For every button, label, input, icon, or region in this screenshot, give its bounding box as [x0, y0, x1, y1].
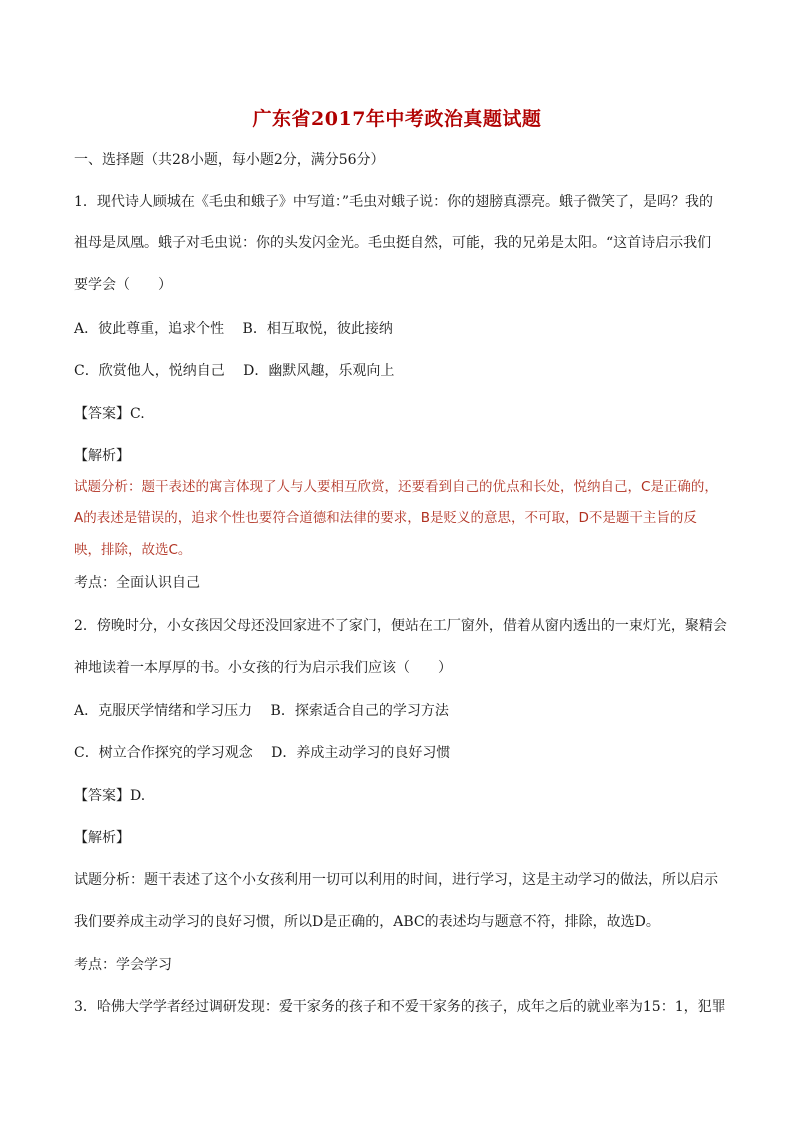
q1-analysis-heading: 【解析】 — [74, 448, 130, 464]
q2-options-cd: C．树立合作探究的学习观念 D．养成主动学习的良好习惯 — [74, 745, 451, 761]
q2-analysis-heading: 【解析】 — [74, 830, 130, 846]
q2-analysis-line-1: 试题分析：题干表述了这个小女孩利用一切可以利用的时间，进行学习，这是主动学习的做法，所以启示 — [74, 872, 718, 888]
q2-stem-line-2: 神地读着一本厚厚的书。小女孩的行为启示我们应该（ ） — [74, 660, 452, 676]
q2-kaodian: 考点：学会学习 — [74, 957, 172, 973]
page-title: 广东省2017年中考政治真题试题 — [252, 108, 542, 130]
q3-stem-line-1: 3．哈佛大学学者经过调研发现：爱干家务的孩子和不爱干家务的孩子，成年之后的就业率为15：1，犯罪 — [74, 999, 726, 1015]
q1-analysis-line-3: 映，排除，故选C。 — [74, 542, 192, 558]
q1-answer: 【答案】C. — [74, 406, 145, 422]
q1-analysis-line-2: A的表述是错误的，追求个性也要符合道德和法律的要求，B是贬义的意思，不可取，D不是题干主旨的反 — [74, 510, 697, 526]
q1-options-ab: A．彼此尊重，追求个性 B．相互取悦，彼此接纳 — [74, 321, 393, 337]
q1-stem-line-2: 祖母是凤凰。蛾子对毛虫说：你的头发闪金光。毛虫挺自然，可能，我的兄弟是太阳。“这首诗启示我们 — [74, 235, 712, 251]
q2-answer: 【答案】D. — [74, 788, 146, 804]
q1-options-cd: C．欣赏他人，悦纳自己 D．幽默风趣，乐观向上 — [74, 363, 395, 379]
section-heading: 一、选择题（共28小题，每小题2分，满分56分） — [74, 152, 385, 168]
q2-analysis-line-2: 我们要养成主动学习的良好习惯，所以D是正确的，ABC的表述均与题意不符，排除，故选D。 — [74, 914, 660, 930]
q2-options-ab: A．克服厌学情绪和学习压力 B．探索适合自己的学习方法 — [74, 703, 449, 719]
q2-stem-line-1: 2．傍晚时分，小女孩因父母还没回家进不了家门，便站在工厂窗外，借着从窗内透出的一束灯光，聚精会 — [74, 618, 727, 634]
q1-stem-line-1: 1．现代诗人顾城在《毛虫和蛾子》中写道：”毛虫对蛾子说：你的翅膀真漂亮。蛾子微笑了，是吗？我的 — [74, 194, 714, 210]
q1-kaodian: 考点：全面认识自己 — [74, 575, 200, 591]
q1-analysis-line-1: 试题分析：题干表述的寓言体现了人与人要相互欣赏，还要看到自己的优点和长处，悦纳自己，C是正确的， — [74, 479, 718, 495]
q1-stem-line-3: 要学会（ ） — [74, 277, 172, 293]
